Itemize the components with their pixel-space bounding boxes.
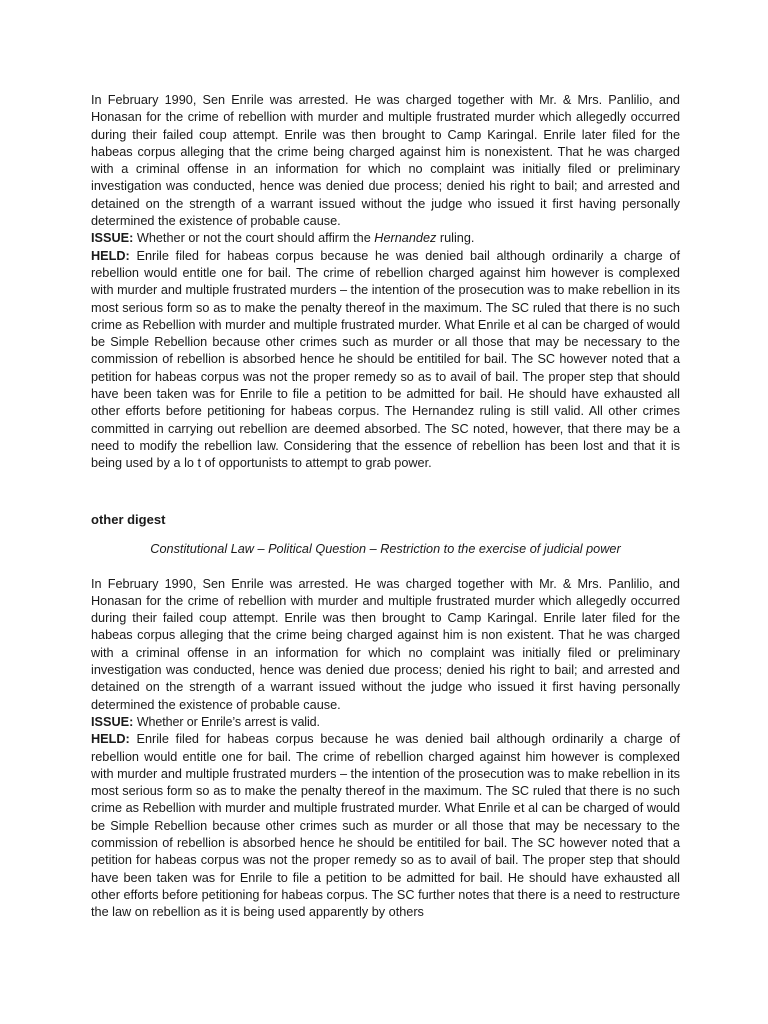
issue-text-italic: Hernandez [374,231,437,246]
digest1-issue [91,230,680,247]
digest1-held [91,248,680,473]
held-text: Enrile filed for habeas corpus because he was denied bail although ordinarily a charge of rebellion would entitle one for bail. The crime of rebellion charged against him however is complexed with murder and multiple frustrated murders – the intention of the prosecution was to make rebellion in its most serious form so as to make the penalty thereof in the maximum. The SC ruled that there is no such crime as Rebellion with murder and multiple frustrated murder. What Enrile et al can be charged of would be Simple Rebellion because other crimes such as murder or all those that may be necessary to the commission of rebellion is absorbed hence he should be entitiled for bail. The SC however noted that a petition for habeas corpus was not the proper remedy so as to avail of bail. The proper step that should have been taken was for Enrile to file a petition to be admitted for bail. He should have exhausted all other efforts before petitioning for habeas corpus. The Hernandez ruling is still valid. All other crimes committed in carrying out rebellion are deemed absorbed. The SC noted, however, that there may be a need to modify the rebellion law. Considering that the essence of rebellion has been lost and that it is being used by a lo t of opportunists to attempt to grab power. [91,248,680,471]
other-digest-heading: other digest [91,511,166,527]
digest1-facts: In February 1990, Sen Enrile was arrested. He was charged together with Mr. & Mrs. Panlilio, and Honasan for the crime of rebellion with murder and multiple frustrated murder which allegedly occurred during their failed coup attempt. Enrile was then brought to Camp Karingal. Enrile later filed for the habeas corpus alleging that the crime being charged against him is nonexistent. That he was charged with a criminal offense in an information for which no complaint was initially filed or preliminary investigation was conducted, hence was denied due process; denied his right to bail; and arrested and detained on the strength of a warrant issued without the judge who issued it first having personally determined the existence of probable cause. [91,93,680,229]
issue-text-before: Whether or not the court should affirm the [136,231,371,246]
issue-text: Whether or Enrile’s arrest is valid. [136,714,320,729]
held-label: HELD: [91,732,130,747]
issue-label: ISSUE: [91,714,134,729]
digest2-held [91,731,680,921]
held-text: Enrile filed for habeas corpus because he was denied bail although ordinarily a charge of rebellion would entitle one for bail. The crime of rebellion charged against him however is complexed with murder and multiple frustrated murders – the intention of the prosecution was to make rebellion in its most serious form so as to make the penalty thereof in the maximum. The SC ruled that there is no such crime as Rebellion with murder and multiple frustrated murder. What Enrile et al can be charged of would be Simple Rebellion because other crimes such as murder or all those that may be necessary to the commission of rebellion is absorbed hence he should be entitiled for bail. The SC however noted that a petition for habeas corpus was not the proper remedy so as to avail of bail. The proper step that should have been taken was for Enrile to file a petition to be admitted for bail. He should have exhausted all other efforts before petitioning for habeas corpus. The SC further notes that there is a need to restructure the law on rebellion as it is being used apparently by others [91,732,680,920]
digest2-issue [91,714,680,731]
held-label: HELD: [91,248,130,263]
digest-subtitle: Constitutional Law – Political Question – Restriction to the exercise of judicial power [150,541,621,556]
issue-label: ISSUE: [91,231,134,246]
issue-text-after: ruling. [439,231,475,246]
document-page [91,92,680,921]
digest2-facts: In February 1990, Sen Enrile was arrested. He was charged together with Mr. & Mrs. Panlilio, and Honasan for the crime of rebellion with murder and multiple frustrated murder which allegedly occurred during their failed coup attempt. Enrile was then brought to Camp Karingal. Enrile later filed for the habeas corpus alleging that the crime being charged against him is non existent. That he was charged with a criminal offense in an information for which no complaint was initially filed or preliminary investigation was conducted, hence was denied due process; denied his right to bail; and arrested and detained on the strength of a warrant issued without the judge who issued it first having personally determined the existence of probable cause. [91,576,680,712]
